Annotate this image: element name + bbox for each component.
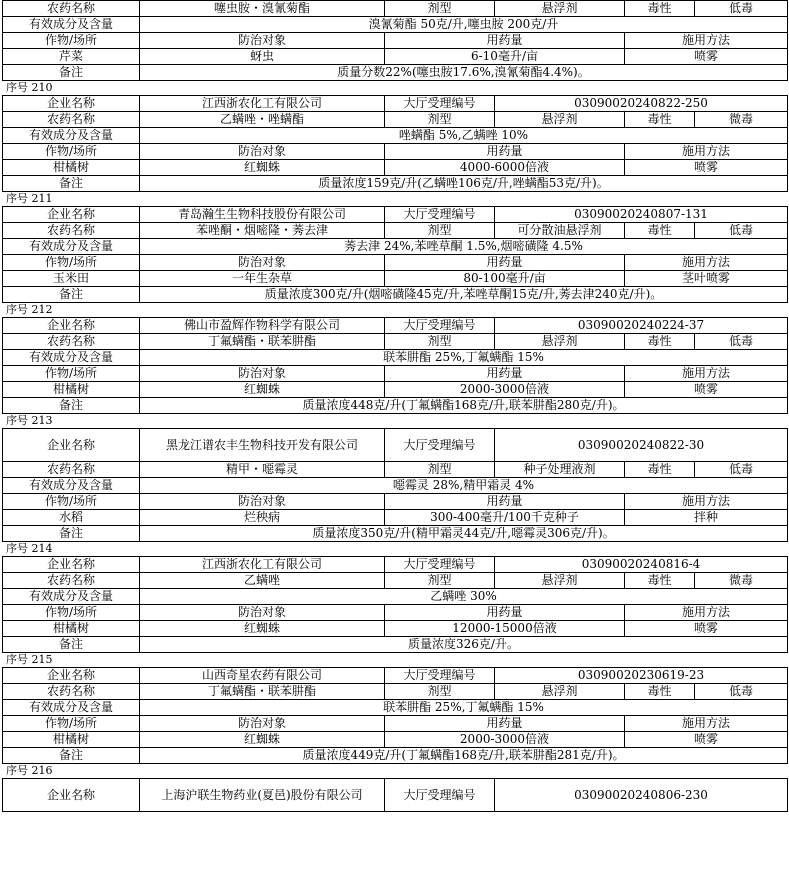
toxicity: 微毒 [695,112,788,128]
label-remark: 备注 [3,65,140,81]
label-method: 施用方法 [625,716,788,732]
formulation: 可分散油悬浮剂 [495,223,625,239]
label-ingredients: 有效成分及含量 [3,478,140,494]
company-name: 青岛瀚生生物科技股份有限公司 [140,207,385,223]
reg-no: 03090020240822-30 [495,429,788,462]
ingredients: 唑螨酯 5%,乙螨唑 10% [140,128,788,144]
label-form: 剂型 [385,334,495,350]
method: 喷雾 [625,732,788,748]
ingredients: 溴氰菊酯 50克/升,噻虫胺 200克/升 [140,17,788,33]
target: 红蜘蛛 [140,160,385,176]
label-product: 农药名称 [3,223,140,239]
method: 拌种 [625,510,788,526]
label-form: 剂型 [385,1,495,17]
crop: 芹菜 [3,49,140,65]
label-method: 施用方法 [625,255,788,271]
label-company: 企业名称 [3,318,140,334]
remark: 质量浓度300克/升(烟嘧磺隆45克/升,苯唑草酮15克/升,莠去津240克/升)。 [140,287,788,303]
label-ingredients: 有效成分及含量 [3,239,140,255]
label-method: 施用方法 [625,494,788,510]
label-target: 防治对象 [140,494,385,510]
dosage: 4000-6000倍液 [385,160,625,176]
label-company: 企业名称 [3,429,140,462]
dosage: 2000-3000倍液 [385,382,625,398]
seq-label: 序号 [6,303,28,316]
reg-no: 03090020240806-230 [495,779,788,812]
company-name: 山西奇星农药有限公司 [140,668,385,684]
formulation: 悬浮剂 [495,1,625,17]
label-dosage: 用药量 [385,494,625,510]
ingredients: 噁霉灵 28%,精甲霜灵 4% [140,478,788,494]
label-form: 剂型 [385,684,495,700]
dosage: 80-100毫升/亩 [385,271,625,287]
record-table [2,95,788,192]
crop: 玉米田 [3,271,140,287]
label-method: 施用方法 [625,605,788,621]
dosage: 300-400毫升/100千克种子 [385,510,625,526]
reg-no: 03090020240822-250 [495,96,788,112]
label-toxicity: 毒性 [625,462,695,478]
record-list [0,81,789,764]
label-toxicity: 毒性 [625,684,695,700]
target: 红蜘蛛 [140,732,385,748]
label-form: 剂型 [385,573,495,589]
formulation: 种子处理液剂 [495,462,625,478]
reg-no: 03090020240816-4 [495,557,788,573]
label-toxicity: 毒性 [625,573,695,589]
label-reg-no: 大厅受理编号 [385,96,495,112]
label-target: 防治对象 [140,33,385,49]
toxicity: 低毒 [695,462,788,478]
label-crop: 作物/场所 [3,144,140,160]
company-name: 江西浙农化工有限公司 [140,96,385,112]
label-method: 施用方法 [625,33,788,49]
formulation: 悬浮剂 [495,334,625,350]
record-seq [0,192,789,206]
product-name: 丁氟螨酯・联苯肼酯 [140,684,385,700]
crop: 水稻 [3,510,140,526]
label-crop: 作物/场所 [3,33,140,49]
product-name: 精甲・噁霉灵 [140,462,385,478]
label-product: 农药名称 [3,573,140,589]
target: 红蜘蛛 [140,621,385,637]
label-crop: 作物/场所 [3,255,140,271]
toxicity: 低毒 [695,684,788,700]
reg-no: 03090020240224-37 [495,318,788,334]
product-name: 乙螨唑 [140,573,385,589]
seq-number: 211 [31,192,53,205]
label-toxicity: 毒性 [625,112,695,128]
target: 烂秧病 [140,510,385,526]
label-crop: 作物/场所 [3,494,140,510]
label-company: 企业名称 [3,668,140,684]
label-dosage: 用药量 [385,255,625,271]
seq-number: 215 [31,653,53,666]
reg-no: 03090020230619-23 [495,668,788,684]
formulation: 悬浮剂 [495,573,625,589]
label-reg-no: 大厅受理编号 [385,668,495,684]
ingredients: 乙螨唑 30% [140,589,788,605]
label-target: 防治对象 [140,255,385,271]
label-reg-no: 大厅受理编号 [385,779,495,812]
crop: 柑橘树 [3,160,140,176]
method: 茎叶喷雾 [625,271,788,287]
label-reg-no: 大厅受理编号 [385,429,495,462]
remark: 质量浓度448克/升(丁氟螨酯168克/升,联苯肼酯280克/升)。 [140,398,788,414]
record-fragment-top [2,0,788,81]
method: 喷雾 [625,49,788,65]
label-ingredients: 有效成分及含量 [3,700,140,716]
label-company: 企业名称 [3,207,140,223]
toxicity: 微毒 [695,573,788,589]
label-reg-no: 大厅受理编号 [385,207,495,223]
label-form: 剂型 [385,223,495,239]
dosage: 6-10毫升/亩 [385,49,625,65]
label-target: 防治对象 [140,605,385,621]
method: 喷雾 [625,160,788,176]
label-method: 施用方法 [625,144,788,160]
record-seq [0,653,789,667]
label-crop: 作物/场所 [3,366,140,382]
product-name: 苯唑酮・烟嘧隆・莠去津 [140,223,385,239]
seq-label: 序号 [6,653,28,666]
seq-number: 210 [31,81,53,94]
seq-number: 213 [31,414,53,427]
company-name: 佛山市盈辉作物科学有限公司 [140,318,385,334]
label-reg-no: 大厅受理编号 [385,318,495,334]
formulation: 悬浮剂 [495,684,625,700]
label-product: 农药名称 [3,1,140,17]
label-dosage: 用药量 [385,716,625,732]
dosage: 2000-3000倍液 [385,732,625,748]
record-table [2,556,788,653]
ingredients: 莠去津 24%,苯唑草酮 1.5%,烟嘧磺隆 4.5% [140,239,788,255]
seq-label: 序号 [6,81,28,94]
label-remark: 备注 [3,526,140,542]
remark: 质量分数22%(噻虫胺17.6%,溴氰菊酯4.4%)。 [140,65,788,81]
ingredients: 联苯肼酯 25%,丁氟螨酯 15% [140,700,788,716]
label-ingredients: 有效成分及含量 [3,17,140,33]
remark: 质量浓度350克/升(精甲霜灵44克/升,噁霉灵306克/升)。 [140,526,788,542]
remark: 质量浓度326克/升。 [140,637,788,653]
label-dosage: 用药量 [385,366,625,382]
toxicity: 低毒 [695,1,788,17]
label-ingredients: 有效成分及含量 [3,128,140,144]
label-dosage: 用药量 [385,144,625,160]
toxicity: 低毒 [695,334,788,350]
label-form: 剂型 [385,462,495,478]
label-product: 农药名称 [3,334,140,350]
seq-label: 序号 [6,192,28,205]
label-toxicity: 毒性 [625,1,695,17]
seq-label: 序号 [6,414,28,427]
label-remark: 备注 [3,398,140,414]
toxicity: 低毒 [695,223,788,239]
product-name: 噻虫胺・溴氰菊酯 [140,1,385,17]
record-table [2,206,788,303]
target: 红蜘蛛 [140,382,385,398]
dosage: 12000-15000倍液 [385,621,625,637]
label-form: 剂型 [385,112,495,128]
company-name: 黑龙江谱农丰生物科技开发有限公司 [140,429,385,462]
label-dosage: 用药量 [385,33,625,49]
record-table [2,317,788,414]
label-dosage: 用药量 [385,605,625,621]
crop: 柑橘树 [3,382,140,398]
label-target: 防治对象 [140,144,385,160]
label-method: 施用方法 [625,366,788,382]
label-company: 企业名称 [3,779,140,812]
target: 蚜虫 [140,49,385,65]
label-ingredients: 有效成分及含量 [3,350,140,366]
label-target: 防治对象 [140,366,385,382]
label-product: 农药名称 [3,462,140,478]
record-fragment-bottom [2,778,788,812]
seq-label: 序号 [6,764,28,777]
method: 喷雾 [625,382,788,398]
product-name: 丁氟螨酯・联苯肼酯 [140,334,385,350]
label-toxicity: 毒性 [625,334,695,350]
record-seq-216 [0,764,789,778]
record-table [2,667,788,764]
formulation: 悬浮剂 [495,112,625,128]
label-crop: 作物/场所 [3,605,140,621]
target: 一年生杂草 [140,271,385,287]
remark: 质量浓度159克/升(乙螨唑106克/升,唑螨酯53克/升)。 [140,176,788,192]
seq-number: 212 [31,303,53,316]
label-ingredients: 有效成分及含量 [3,589,140,605]
method: 喷雾 [625,621,788,637]
seq-label: 序号 [6,542,28,555]
label-remark: 备注 [3,748,140,764]
label-toxicity: 毒性 [625,223,695,239]
record-seq [0,81,789,95]
crop: 柑橘树 [3,621,140,637]
record-seq [0,542,789,556]
product-name: 乙螨唑・唑螨酯 [140,112,385,128]
label-remark: 备注 [3,287,140,303]
ingredients: 联苯肼酯 25%,丁氟螨酯 15% [140,350,788,366]
label-company: 企业名称 [3,557,140,573]
company-name: 江西浙农化工有限公司 [140,557,385,573]
label-crop: 作物/场所 [3,716,140,732]
company-name: 上海沪联生物药业(夏邑)股份有限公司 [140,779,385,812]
label-target: 防治对象 [140,716,385,732]
crop: 柑橘树 [3,732,140,748]
label-product: 农药名称 [3,684,140,700]
label-company: 企业名称 [3,96,140,112]
label-remark: 备注 [3,637,140,653]
record-seq [0,303,789,317]
seq-number: 216 [31,764,53,777]
remark: 质量浓度449克/升(丁氟螨酯168克/升,联苯肼酯281克/升)。 [140,748,788,764]
record-table [2,428,788,542]
seq-number: 214 [31,542,53,555]
label-remark: 备注 [3,176,140,192]
label-reg-no: 大厅受理编号 [385,557,495,573]
reg-no: 03090020240807-131 [495,207,788,223]
label-product: 农药名称 [3,112,140,128]
record-seq [0,414,789,428]
